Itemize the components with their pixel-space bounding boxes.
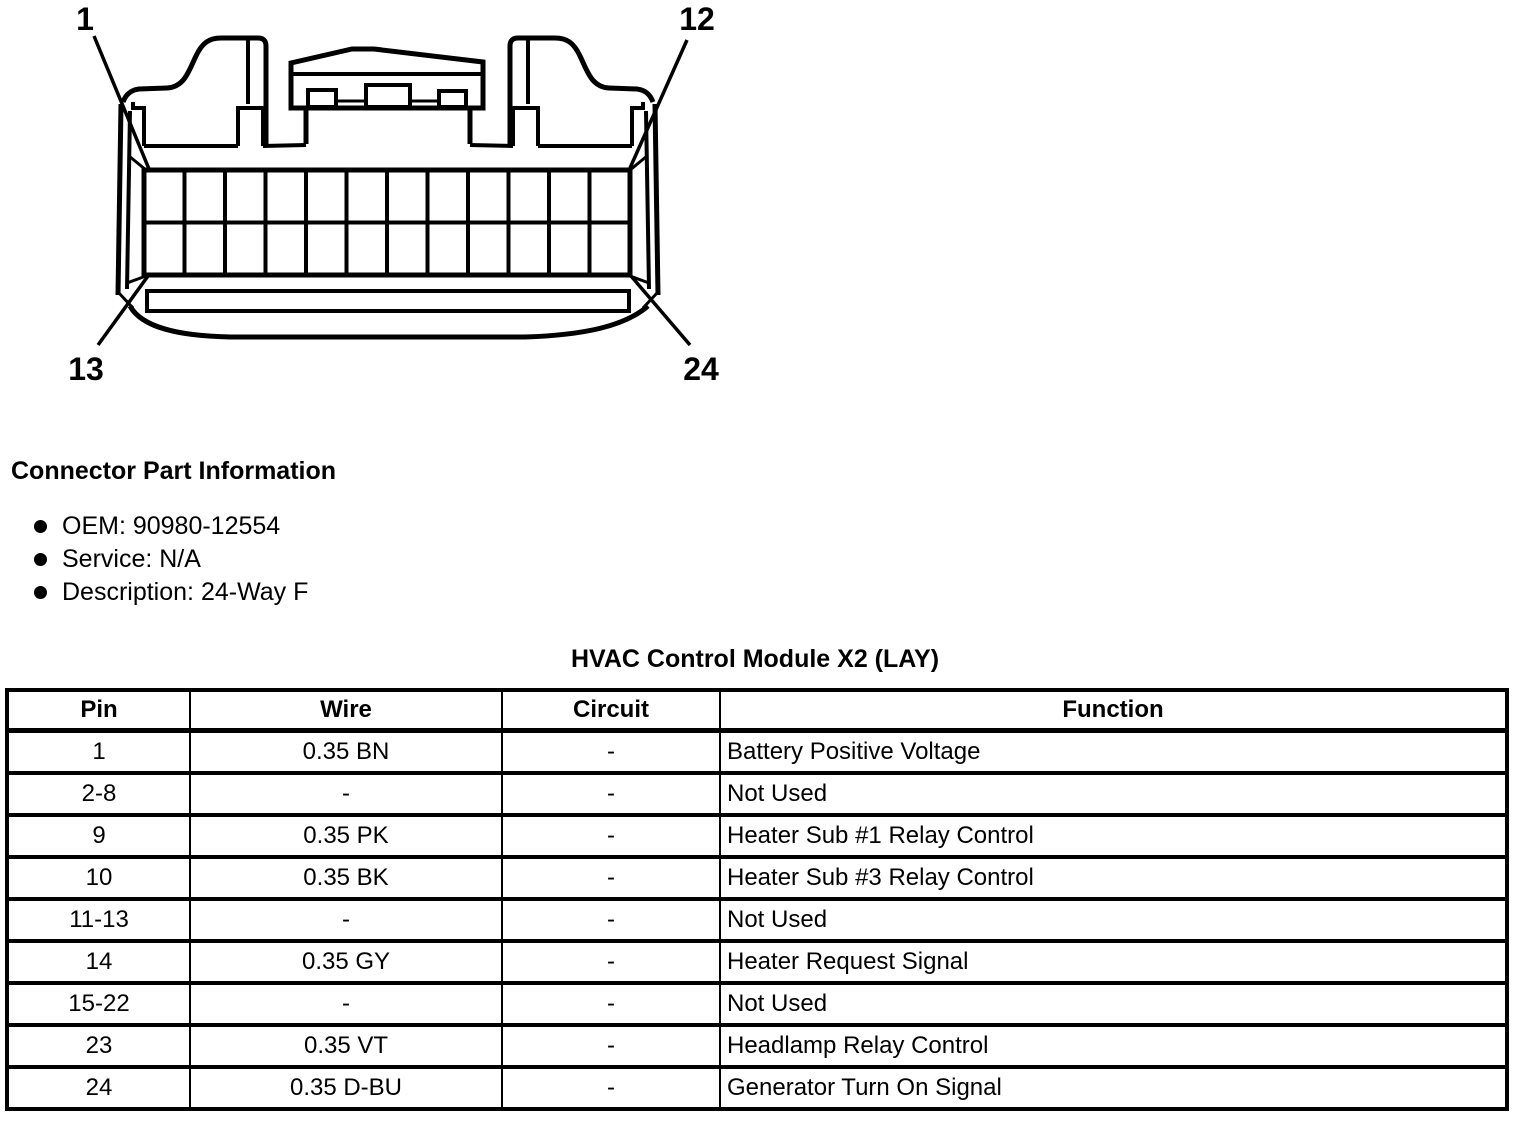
table-cell: 14 — [7, 941, 190, 983]
table-row — [7, 731, 1507, 774]
list-item — [34, 576, 308, 609]
right-wing — [470, 38, 653, 146]
bullet-icon — [34, 586, 47, 599]
table-cell: - — [502, 1067, 720, 1109]
table-cell: 0.35 PK — [190, 815, 502, 857]
table-cell: Headlamp Relay Control — [720, 1025, 1507, 1067]
table-cell: 10 — [7, 857, 190, 899]
table-cell: Not Used — [720, 773, 1507, 815]
table-cell: 23 — [7, 1025, 190, 1067]
part-info-description: Description: 24-Way F — [62, 578, 309, 606]
table-row — [7, 857, 1507, 899]
table-cell: 0.35 BK — [190, 857, 502, 899]
pin-label-13: 13 — [68, 351, 104, 387]
table-cell: 0.35 D-BU — [190, 1067, 502, 1109]
part-info-list — [34, 510, 308, 609]
part-info-service: Service: N/A — [62, 545, 201, 573]
table-cell: Battery Positive Voltage — [720, 731, 1507, 774]
table-row — [7, 815, 1507, 857]
table-cell: - — [502, 773, 720, 815]
table-cell: 15-22 — [7, 983, 190, 1025]
table-cell: 0.35 VT — [190, 1025, 502, 1067]
column-header-circuit: Circuit — [502, 690, 720, 731]
center-latch — [291, 49, 483, 144]
table-cell: - — [502, 731, 720, 774]
table-cell: - — [502, 815, 720, 857]
table-cell: - — [502, 941, 720, 983]
table-cell: - — [502, 983, 720, 1025]
table-header-row — [7, 690, 1507, 731]
table-cell: 0.35 GY — [190, 941, 502, 983]
table-cell: Heater Sub #3 Relay Control — [720, 857, 1507, 899]
table-cell: 2-8 — [7, 773, 190, 815]
table-cell: - — [190, 899, 502, 941]
bullet-icon — [34, 520, 47, 533]
table-cell: Heater Sub #1 Relay Control — [720, 815, 1507, 857]
pin-table-body — [7, 731, 1507, 1110]
left-wing — [123, 38, 306, 146]
table-cell: - — [502, 857, 720, 899]
pinout-table — [5, 688, 1509, 1111]
bullet-icon — [34, 553, 47, 566]
list-item — [34, 510, 308, 543]
table-row — [7, 1025, 1507, 1067]
connector-diagram — [0, 0, 760, 400]
table-row — [7, 983, 1507, 1025]
part-info-oem: OEM: 90980-12554 — [62, 512, 281, 540]
pin-label-1: 1 — [76, 1, 94, 37]
column-header-function: Function — [720, 690, 1507, 731]
table-cell: Heater Request Signal — [720, 941, 1507, 983]
table-row — [7, 941, 1507, 983]
table-cell: Not Used — [720, 983, 1507, 1025]
column-header-wire: Wire — [190, 690, 502, 731]
table-cell: 24 — [7, 1067, 190, 1109]
table-cell: 1 — [7, 731, 190, 774]
table-row — [7, 899, 1507, 941]
part-info-heading: Connector Part Information — [11, 457, 337, 485]
table-cell: - — [502, 899, 720, 941]
table-row — [7, 773, 1507, 815]
table-cell: - — [502, 1025, 720, 1067]
list-item — [34, 543, 308, 576]
table-title: HVAC Control Module X2 (LAY) — [570, 645, 940, 673]
table-cell: 9 — [7, 815, 190, 857]
table-row — [7, 1067, 1507, 1109]
column-header-pin: Pin — [7, 690, 190, 731]
table-cell: - — [190, 773, 502, 815]
pin-grid — [144, 170, 630, 275]
table-cell: Generator Turn On Signal — [720, 1067, 1507, 1109]
lower-band — [147, 291, 629, 311]
table-cell: 0.35 BN — [190, 731, 502, 774]
table-cell: - — [190, 983, 502, 1025]
table-cell: Not Used — [720, 899, 1507, 941]
pin-label-12: 12 — [679, 1, 715, 37]
pin-label-24: 24 — [683, 351, 719, 387]
table-cell: 11-13 — [7, 899, 190, 941]
